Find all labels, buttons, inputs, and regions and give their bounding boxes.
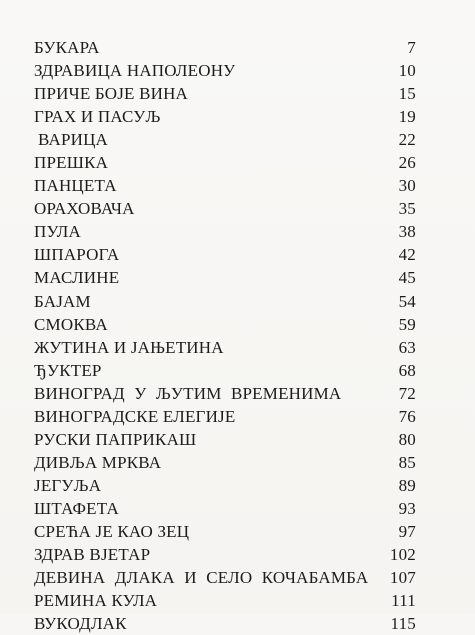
toc-entry-title: ШПАРОГА (34, 245, 120, 265)
toc-entry-page: 102 (389, 545, 416, 565)
toc-entry (34, 266, 416, 289)
toc-entry-page: 15 (398, 84, 416, 104)
toc-entry-title: РУСКИ ПАПРИКАШ (34, 429, 197, 449)
toc-entry-page: 107 (389, 568, 416, 588)
toc-entry (34, 359, 416, 382)
toc-entry-page: 97 (398, 521, 416, 541)
toc-entry (34, 520, 416, 543)
toc-entry-title: ГРАХ И ПАСУЉ (34, 107, 161, 127)
toc-entry-title: ШТАФЕТА (34, 498, 119, 518)
toc-entry (34, 151, 416, 174)
toc-entry-title: ЗДРАВ ВЈЕТАР (34, 545, 151, 565)
toc-entry (34, 174, 416, 197)
toc-entry-page: 30 (398, 176, 416, 196)
toc-entry-title: ПРЕШКА (34, 153, 109, 173)
toc-entry-title: ПРИЧЕ БОЈЕ ВИНА (34, 84, 189, 104)
toc-entry (34, 220, 416, 243)
toc-entry (34, 197, 416, 220)
toc-entry-page: 63 (398, 337, 416, 357)
toc-entry (34, 428, 416, 451)
toc-entry (34, 451, 416, 474)
toc-entry-page: 19 (398, 107, 416, 127)
toc-entry-title: ПУЛА (34, 222, 82, 242)
toc-entry-page: 10 (398, 61, 416, 81)
toc-entry-title: СРЕЋА ЈЕ КАО ЗЕЦ (34, 521, 190, 541)
toc-entry (34, 59, 416, 82)
toc-entry (34, 474, 416, 497)
toc-entry-page: 42 (398, 245, 416, 265)
toc-entry-page: 68 (398, 360, 416, 380)
toc-entry-page: 72 (398, 383, 416, 403)
toc-entry (34, 497, 416, 520)
toc-entry-page: 54 (398, 291, 416, 311)
toc-entry (34, 382, 416, 405)
toc-entry (34, 589, 416, 612)
toc-entry-title: РЕМИНА КУЛА (34, 591, 158, 611)
toc-entry-page: 7 (407, 38, 416, 57)
toc-entry (34, 313, 416, 336)
table-of-contents (34, 36, 416, 635)
toc-entry-title: ОРАХОВАЧА (34, 199, 135, 219)
toc-entry-title: ВУКОДЛАК (34, 614, 127, 634)
toc-entry-page: 115 (390, 614, 416, 634)
toc-entry-page: 35 (398, 199, 416, 219)
toc-entry (34, 36, 416, 59)
toc-entry (34, 82, 416, 105)
toc-entry-title: БАЈАМ (34, 291, 91, 311)
toc-entry-page: 45 (398, 268, 416, 288)
toc-entry-title: ДЕВИНА ДЛАКА И СЕЛО КОЧАБАМБА (34, 568, 369, 588)
toc-entry-title: ВАРИЦА (38, 130, 109, 150)
toc-entry-title: ПАНЦЕТА (34, 176, 117, 196)
toc-entry-page: 26 (398, 153, 416, 173)
toc-entry-title: ЖУТИНА И ЈАЊЕТИНА (34, 337, 224, 357)
toc-entry-title: ЗДРАВИЦА НАПОЛЕОНУ (34, 61, 236, 81)
toc-entry-page: 22 (398, 130, 416, 150)
toc-entry (34, 566, 416, 589)
toc-entry (34, 105, 416, 128)
toc-entry (34, 405, 416, 428)
toc-entry-title: СМОКВА (34, 314, 108, 334)
toc-entry (34, 543, 416, 566)
toc-entry-page: 59 (398, 314, 416, 334)
toc-entry-title: ВИНОГРАД У ЉУТИМ ВРЕМЕНИМА (34, 383, 342, 403)
toc-entry-title: ЈЕГУЉА (34, 475, 102, 495)
toc-entry (34, 128, 416, 151)
toc-entry (34, 243, 416, 266)
toc-entry-page: 93 (398, 498, 416, 518)
toc-entry-page: 76 (398, 406, 416, 426)
toc-entry (34, 336, 416, 359)
toc-entry-page: 80 (398, 429, 416, 449)
toc-entry-page: 111 (391, 591, 416, 611)
toc-entry-title: БУКАРА (34, 38, 100, 57)
toc-entry-title: МАСЛИНЕ (34, 268, 120, 288)
toc-entry-title: ДИВЉА МРКВА (34, 452, 162, 472)
toc-entry-title: ЂУКТЕР (34, 360, 102, 380)
toc-entry-page: 89 (398, 475, 416, 495)
toc-entry (34, 290, 416, 313)
toc-entry-title: ВИНОГРАДСКЕ ЕЛЕГИЈЕ (34, 406, 236, 426)
toc-entry (34, 612, 416, 635)
toc-entry-page: 85 (398, 452, 416, 472)
toc-entry-page: 38 (398, 222, 416, 242)
